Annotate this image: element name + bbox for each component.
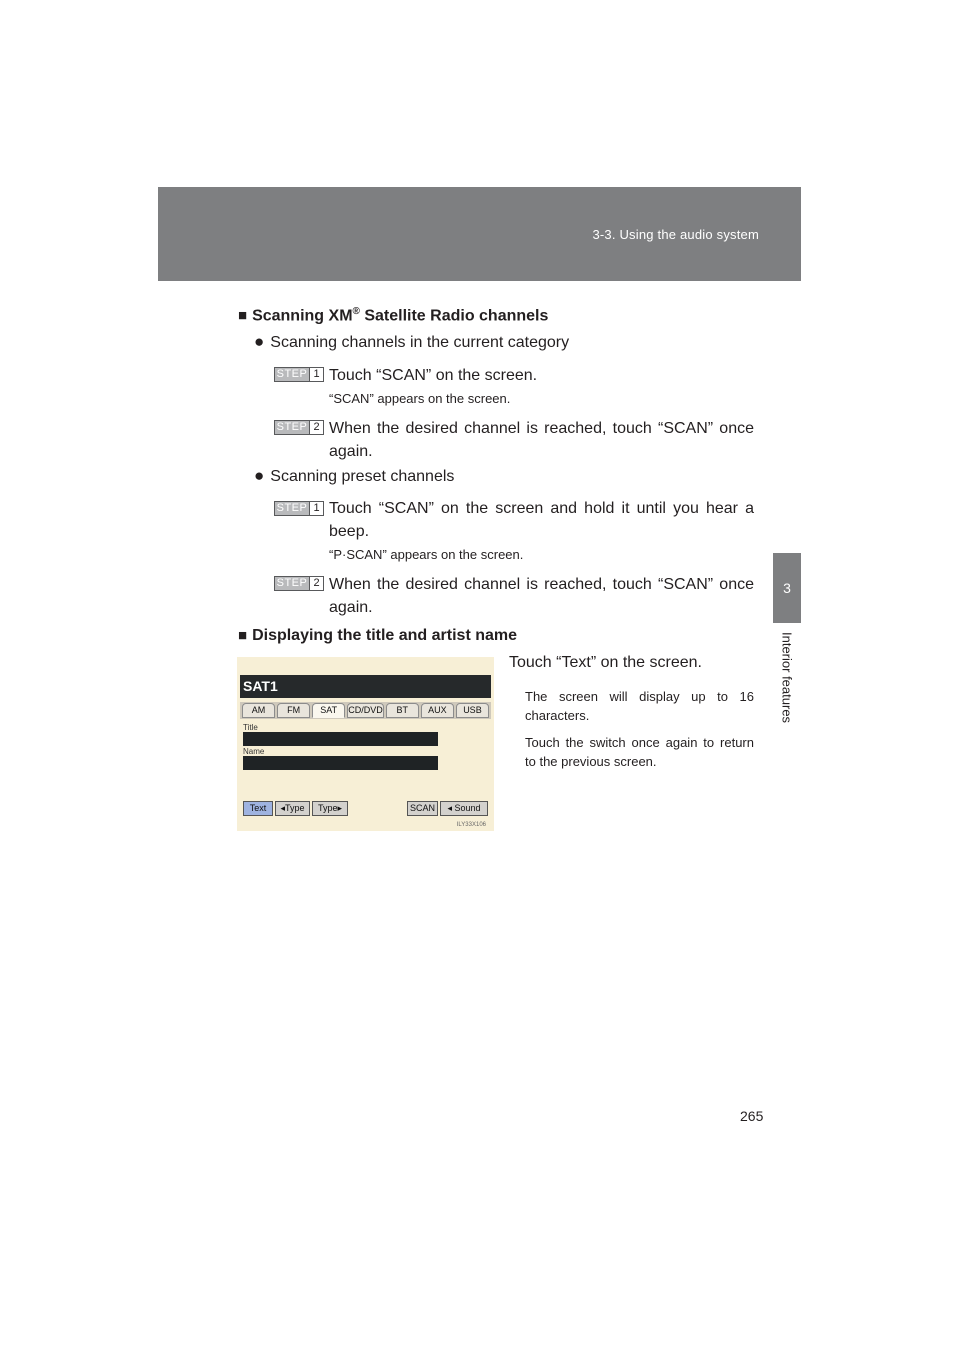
tab-bt[interactable]: BT — [386, 703, 419, 718]
title-label: Title — [243, 723, 258, 732]
note-previous-screen: Touch the switch once again to return to the previous screen. — [525, 735, 754, 769]
circle-bullet-icon: ● — [254, 332, 265, 351]
name-field — [243, 756, 438, 770]
tab-fm[interactable]: FM — [277, 703, 310, 718]
instruction-text: Touch “Text” on the screen. — [509, 654, 702, 671]
step-text: When the desired channel is reached, touch “SCAN” once again. — [329, 576, 754, 616]
chapter-tab-number: 3 — [773, 553, 801, 623]
step-note: “P·SCAN” appears on the screen. — [329, 547, 524, 562]
type-prev-button[interactable]: ◂Type — [275, 801, 310, 816]
heading-display-title: ■ Displaying the title and artist name — [238, 627, 518, 644]
step-badge: STEP 2 — [274, 420, 324, 435]
tab-aux[interactable]: AUX — [421, 703, 454, 718]
tab-usb[interactable]: USB — [456, 703, 489, 718]
step-note: “SCAN” appears on the screen. — [329, 391, 511, 406]
title-field — [243, 732, 438, 746]
step-text: When the desired channel is reached, touch “SCAN” once again. — [329, 420, 754, 460]
step-badge: STEP 1 — [274, 501, 324, 516]
tab-am[interactable]: AM — [242, 703, 275, 718]
step-text: Touch “SCAN” on the screen. — [329, 367, 538, 384]
scan-button[interactable]: SCAN — [407, 801, 438, 816]
step-text: Touch “SCAN” on the screen and hold it until you hear a beep. — [329, 500, 754, 540]
figure-code: ILY33X106 — [456, 822, 486, 828]
tab-cd-dvd[interactable]: CD/DVD — [347, 703, 384, 718]
bullet-preset-channels: ● Scanning preset channels — [254, 466, 455, 485]
name-label: Name — [243, 747, 265, 756]
bullet-current-category: ● Scanning channels in the current category — [254, 332, 570, 351]
header-band — [158, 187, 801, 281]
type-next-button[interactable]: Type▸ — [312, 801, 348, 816]
step-badge: STEP 1 — [274, 367, 324, 382]
page-number: 265 — [740, 1108, 764, 1124]
square-bullet-icon: ■ — [238, 627, 248, 644]
tab-sat[interactable]: SAT — [312, 703, 345, 718]
heading-scanning: ■ Scanning XM® Satellite Radio channels — [238, 306, 549, 325]
screen-title: SAT1 — [240, 675, 491, 698]
step-badge: STEP 2 — [274, 576, 324, 591]
square-bullet-icon: ■ — [238, 307, 248, 325]
section-header: 3-3. Using the audio system — [592, 227, 759, 242]
sound-button[interactable]: ◂ Sound — [440, 801, 488, 816]
circle-bullet-icon: ● — [254, 466, 265, 485]
text-button[interactable]: Text — [243, 801, 273, 816]
chapter-tab-label: Interior features — [779, 632, 795, 724]
audio-screen-figure — [237, 657, 494, 831]
source-tabs — [240, 702, 491, 719]
note-characters: The screen will display up to 16 characters. — [525, 689, 754, 723]
